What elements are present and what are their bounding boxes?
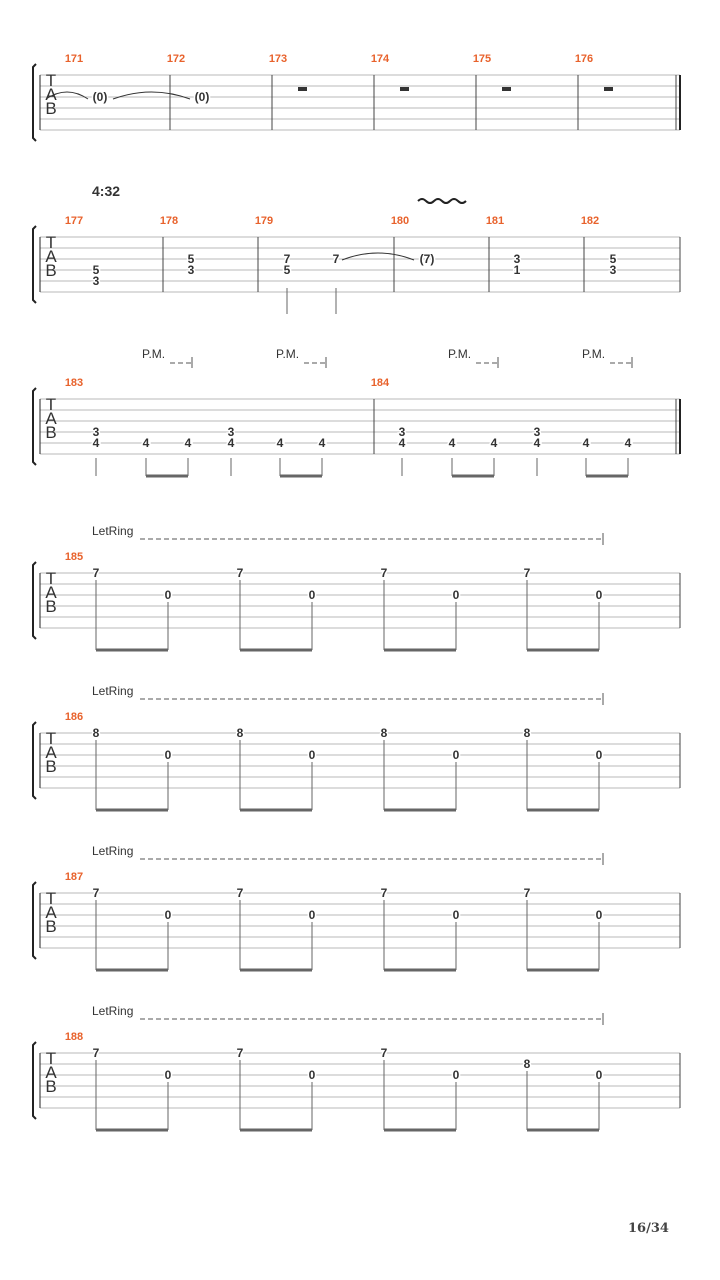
system-bracket [33,1042,36,1119]
tab-clef-b: B [45,99,57,118]
fret-number: 3 [609,263,617,277]
measure-number: 187 [64,871,84,883]
fret-number: 0 [164,748,172,762]
fret-number: 7 [92,566,100,580]
fret-number: 7 [236,1046,244,1060]
system-1 [33,64,680,141]
system-bracket [33,388,36,465]
fret-number: 3 [227,425,235,439]
fret-number: 5 [187,252,195,266]
fret-number: 4 [533,436,541,450]
tab-clef-a: A [45,903,57,922]
fret-number: 3 [513,252,521,266]
measure-number: 176 [574,53,594,65]
measure-number: 180 [390,215,410,227]
measure-number: 175 [472,53,492,65]
let-ring-label: LetRing [92,844,134,858]
whole-rest [604,87,613,91]
time-marker: 4:32 [92,183,121,199]
fret-number: 0 [595,588,603,602]
fret-number: 3 [92,274,100,288]
fret-number: 7 [236,886,244,900]
tab-clef-t: T [45,395,57,414]
tab-clef-a: A [45,743,57,762]
palm-mute-label: P.M. [276,347,300,361]
fret-number: 7 [283,252,291,266]
fret-number: 0 [595,748,603,762]
fret-number: 7 [380,1046,388,1060]
fret-number: 0 [452,588,460,602]
tab-clef-a: A [45,409,57,428]
measure-number: 173 [268,53,288,65]
fret-number: 5 [92,263,100,277]
fret-number: 4 [624,436,632,450]
fret-number: 8 [92,726,100,740]
tab-clef-b: B [45,261,57,280]
system-bracket [33,722,36,799]
measure-number: 184 [370,377,390,389]
system-bracket [33,882,36,959]
fret-number: 0 [452,748,460,762]
fret-number: 0 [164,908,172,922]
tab-clef-b: B [45,757,57,776]
tab-clef-t: T [45,1049,57,1068]
tie [113,92,190,99]
fret-number: 0 [595,1068,603,1082]
fret-number: 1 [513,263,521,277]
fret-number: 3 [187,263,195,277]
measure-number: 183 [64,377,84,389]
fret-number: 0 [595,908,603,922]
fret-number: 3 [533,425,541,439]
fret-number: 4 [92,436,100,450]
fret-number: 4 [448,436,456,450]
fret-number: 3 [92,425,100,439]
fret-number: 4 [582,436,590,450]
system-7 [33,1042,680,1119]
system-6 [33,882,680,959]
fret-number: 7 [523,886,531,900]
fret-number: 4 [142,436,150,450]
tab-clef-b: B [45,917,57,936]
fret-number: 4 [184,436,192,450]
fret-number: 0 [308,748,316,762]
fret-number: 8 [523,1057,531,1071]
fret-number: 7 [92,886,100,900]
fret-number: (0) [194,90,210,104]
fret-number: 0 [308,588,316,602]
fret-number: 0 [164,1068,172,1082]
system-bracket [33,226,36,303]
system-5 [33,722,680,799]
system-4 [33,562,680,639]
let-ring-label: LetRing [92,684,134,698]
fret-number: 7 [380,566,388,580]
fret-number: 0 [452,1068,460,1082]
palm-mute-label: P.M. [448,347,472,361]
fret-number: 7 [332,252,340,266]
measure-number: 178 [159,215,179,227]
whole-rest [298,87,307,91]
tab-clef-b: B [45,423,57,442]
measure-number: 179 [254,215,274,227]
let-ring-label: LetRing [92,524,134,538]
system-bracket [33,562,36,639]
fret-number: 8 [380,726,388,740]
measure-number: 181 [485,215,505,227]
fret-number: 4 [398,436,406,450]
system-bracket [33,64,36,141]
fret-number: 4 [490,436,498,450]
fret-number: 3 [398,425,406,439]
whole-rest [502,87,511,91]
tab-clef-a: A [45,1063,57,1082]
tab-clef-a: A [45,583,57,602]
tab-clef-t: T [45,569,57,588]
fret-number: (0) [92,90,108,104]
measure-number: 182 [580,215,600,227]
tab-clef-a: A [45,247,57,266]
page-number: 16/34 [628,1221,669,1236]
measure-number: 174 [370,53,390,65]
tab-clef-b: B [45,597,57,616]
palm-mute-label: P.M. [582,347,606,361]
measure-number: 188 [64,1031,84,1043]
vibrato-mark [418,199,466,203]
whole-rest [400,87,409,91]
tab-clef-a: A [45,85,57,104]
tab-clef-t: T [45,729,57,748]
fret-number: 7 [236,566,244,580]
tab-clef-t: T [45,71,57,90]
measure-number: 172 [166,53,186,65]
fret-number: 5 [609,252,617,266]
tab-clef-t: T [45,233,57,252]
measure-number: 185 [64,551,84,563]
fret-number: 0 [308,1068,316,1082]
measure-number: 171 [64,53,84,65]
fret-number: 7 [523,566,531,580]
fret-number: (7) [419,252,435,266]
fret-number: 7 [92,1046,100,1060]
fret-number: 4 [276,436,284,450]
fret-number: 0 [452,908,460,922]
fret-number: 4 [318,436,326,450]
measure-number: 177 [64,215,84,227]
fret-number: 8 [523,726,531,740]
system-3 [33,388,680,465]
tab-clef-t: T [45,889,57,908]
fret-number: 4 [227,436,235,450]
system-2 [33,226,680,303]
tab-clef-b: B [45,1077,57,1096]
fret-number: 8 [236,726,244,740]
palm-mute-label: P.M. [142,347,166,361]
fret-number: 7 [380,886,388,900]
let-ring-label: LetRing [92,1004,134,1018]
measure-number: 186 [64,711,84,723]
fret-number: 0 [308,908,316,922]
fret-number: 0 [164,588,172,602]
fret-number: 5 [283,263,291,277]
